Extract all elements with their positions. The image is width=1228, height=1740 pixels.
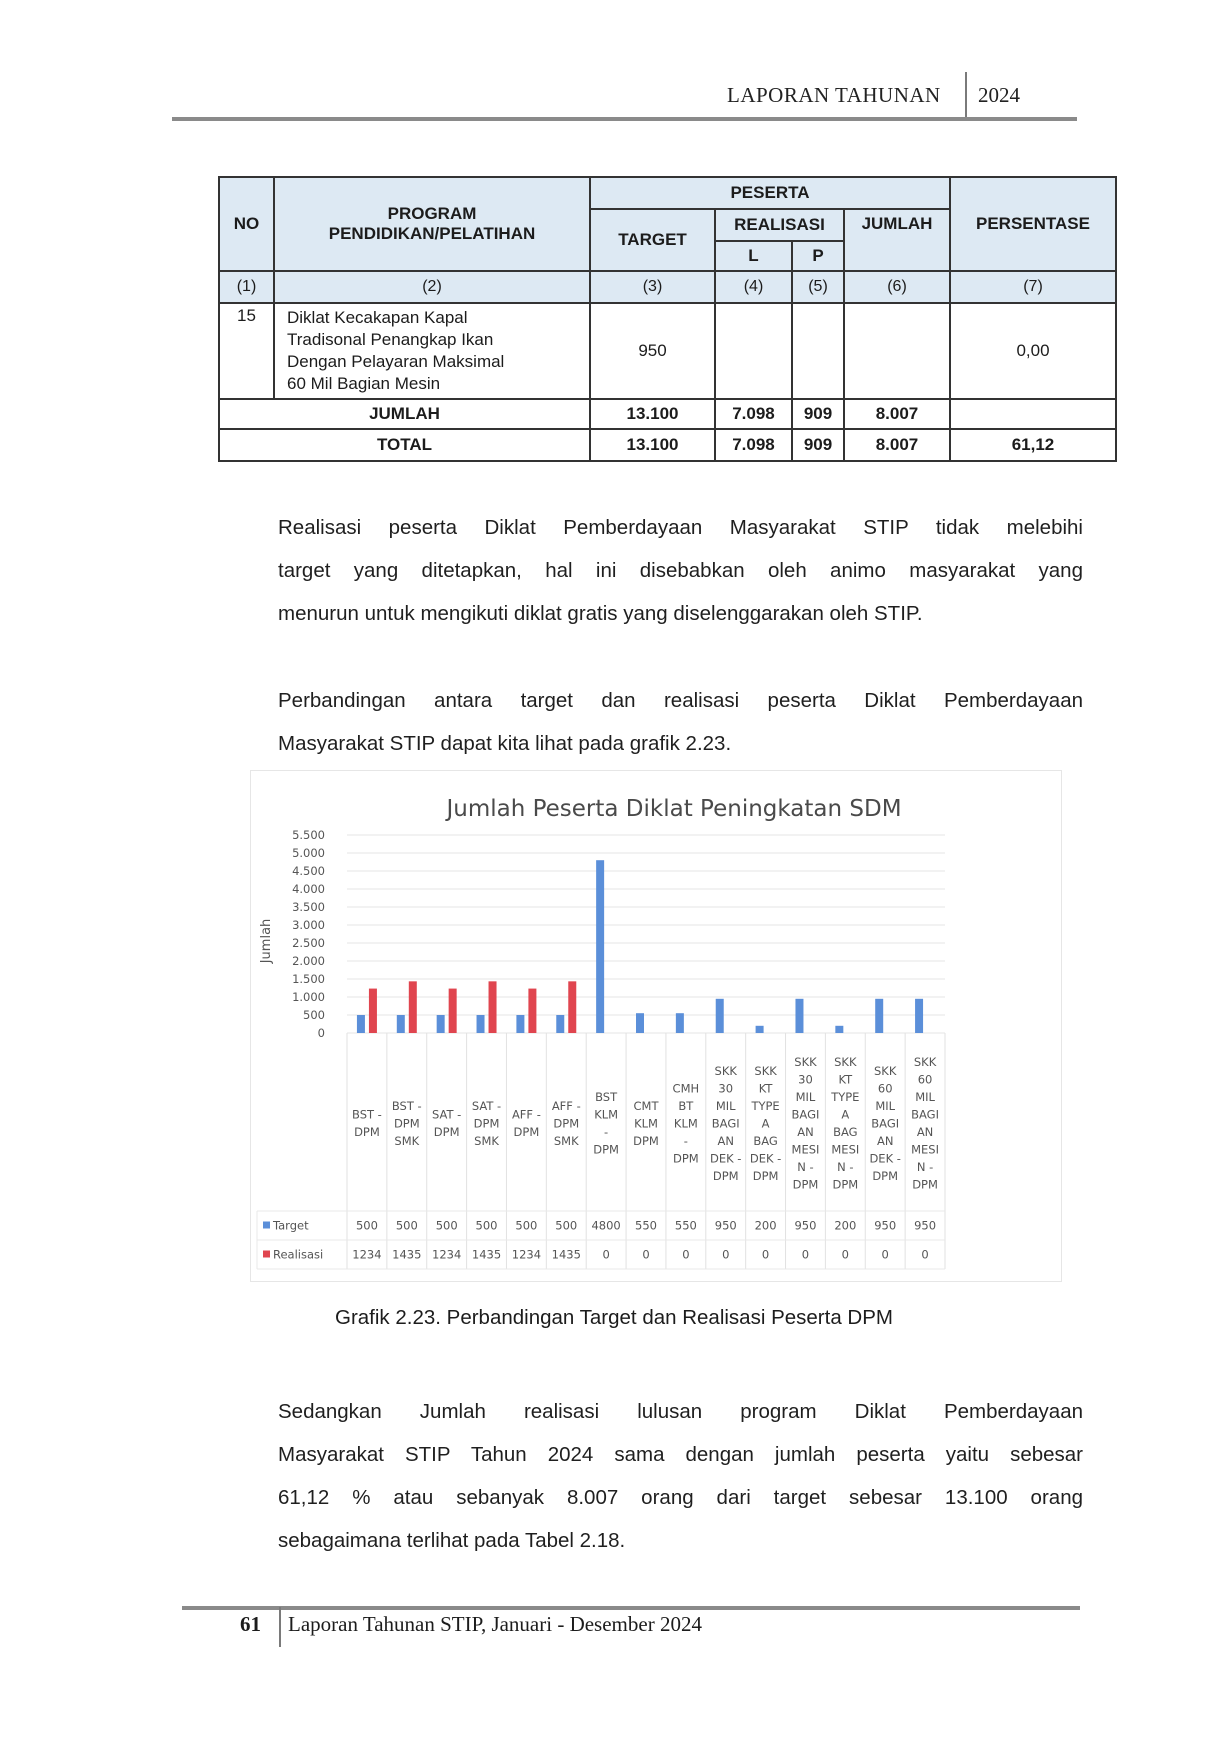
category-label-line: SKK <box>913 1055 937 1069</box>
bar-realisasi <box>449 989 457 1033</box>
y-tick-label: 4.000 <box>292 882 325 896</box>
jumlah-persentase <box>950 399 1116 429</box>
bar-target <box>676 1013 684 1033</box>
category-label <box>673 1081 700 1165</box>
data-value: 500 <box>515 1218 538 1233</box>
cell-p <box>792 303 844 399</box>
category-label-line: AN <box>876 1133 894 1148</box>
data-table <box>257 1033 945 1269</box>
y-tick-label: 5.000 <box>292 846 325 860</box>
data-value: 200 <box>754 1218 777 1233</box>
data-value: 0 <box>682 1247 690 1262</box>
header-p: P <box>792 241 844 271</box>
category-label-line: MIL <box>715 1098 736 1113</box>
category-label-line: N - <box>837 1160 854 1174</box>
category-label-line: DPM <box>513 1125 540 1139</box>
col-num: (3) <box>590 271 715 303</box>
bars <box>357 860 923 1033</box>
category-label <box>911 1055 939 1192</box>
jumlah-p: 909 <box>792 399 844 429</box>
category-label-line: DPM <box>912 1177 938 1192</box>
header-realisasi: REALISASI <box>715 209 844 241</box>
bar-target <box>756 1026 764 1033</box>
category-label-line: DPM <box>832 1177 859 1192</box>
category-label-line: MIL <box>795 1090 816 1104</box>
category-label-line: DPM <box>433 1125 460 1139</box>
header-l: L <box>715 241 792 271</box>
bar-target <box>397 1015 405 1033</box>
paragraph-line: Masyarakat STIP dapat kita lihat pada grafik 2.23. <box>278 732 732 755</box>
data-value: 0 <box>761 1247 770 1262</box>
category-label-line: MIL <box>915 1090 935 1104</box>
category-label <box>392 1099 422 1148</box>
bar-realisasi <box>528 989 536 1033</box>
category-label-line: SKK <box>714 1063 737 1078</box>
category-label-line: KLM <box>634 1116 658 1131</box>
total-target: 13.100 <box>590 429 715 461</box>
participants-table <box>218 176 1117 462</box>
category-label-line: A <box>841 1107 850 1122</box>
y-tick-label: 2.500 <box>292 936 325 950</box>
category-label-line: CMT <box>633 1098 659 1113</box>
category-label-line: AFF - <box>551 1098 581 1113</box>
category-label-line: KT <box>838 1072 853 1087</box>
category-label-line: DEK - <box>749 1151 782 1166</box>
paragraph-line: Realisasi peserta Diklat Pemberdayaan Masyarakat STIP tidak melebihi <box>278 516 1083 539</box>
data-value: 950 <box>874 1218 897 1233</box>
category-label <box>633 1099 659 1148</box>
category-label-line: BAG <box>753 1133 778 1148</box>
cell-persentase: 0,00 <box>950 303 1116 399</box>
header-persentase: PERSENTASE <box>950 177 1116 271</box>
y-tick-label: 1.000 <box>292 990 325 1004</box>
bar-target <box>915 999 923 1033</box>
bar-target <box>636 1013 644 1033</box>
col-num: (4) <box>715 271 792 303</box>
data-value: 500 <box>555 1218 578 1233</box>
category-label-line: 60 <box>917 1072 933 1087</box>
category-label-line: DEK - <box>709 1151 742 1166</box>
chart-title: Jumlah Peserta Diklat Peningkatan SDM <box>446 796 902 822</box>
category-label-line: BAGI <box>711 1116 740 1131</box>
category-label-line: TYPE <box>751 1098 780 1113</box>
jumlah-row <box>219 399 1116 429</box>
jumlah-target: 13.100 <box>590 399 715 429</box>
footer-text: Laporan Tahunan STIP, Januari - Desember 2024 <box>288 1612 702 1636</box>
category-label-line: A <box>761 1116 770 1131</box>
paragraph-line: Masyarakat STIP Tahun 2024 sama dengan jumlah peserta yaitu sebesar <box>278 1443 1083 1466</box>
category-label <box>593 1090 619 1157</box>
category-label-line: KT <box>758 1081 773 1096</box>
cell-target: 950 <box>590 303 715 399</box>
category-label-line: SAT - <box>471 1098 502 1113</box>
header-program <box>274 177 590 271</box>
data-value: 0 <box>801 1247 810 1262</box>
bar-realisasi <box>568 981 576 1033</box>
category-label-line: MESI <box>911 1142 940 1157</box>
data-value: 500 <box>355 1218 378 1233</box>
category-label-line: MESI <box>831 1142 860 1157</box>
category-label-line: SKK <box>874 1063 897 1078</box>
chart <box>250 770 1062 1282</box>
category-label-line: BST - <box>352 1107 382 1122</box>
bar-target <box>835 1026 843 1033</box>
category-label-line: DPM <box>673 1151 699 1166</box>
category-label <box>710 1064 741 1183</box>
category-label-line: SKK <box>834 1055 857 1069</box>
bar-target <box>556 1015 564 1033</box>
bar-target <box>357 1015 365 1033</box>
category-label-line: DPM <box>593 1142 619 1157</box>
category-label-line: 60 <box>877 1081 893 1096</box>
paragraph-line: Perbandingan antara target dan realisasi peserta Diklat Pemberdayaan <box>278 689 1083 712</box>
category-label-line: - <box>683 1133 688 1148</box>
header-year: 2024 <box>978 83 1020 107</box>
category-label-line: BAGI <box>791 1107 820 1122</box>
category-label-line: SKK <box>794 1055 817 1069</box>
jumlah-l: 7.098 <box>715 399 792 429</box>
category-label-line: 30 <box>798 1072 813 1087</box>
data-value: 500 <box>475 1218 498 1233</box>
category-label <box>512 1108 541 1140</box>
table-row <box>219 303 1116 399</box>
category-label-line: BST <box>595 1090 618 1104</box>
category-label <box>792 1055 820 1192</box>
program-line: Diklat Kecakapan Kapal <box>287 308 468 327</box>
category-label-line: AN <box>797 1125 814 1139</box>
category-label-line: SMK <box>553 1133 579 1148</box>
col-num: (7) <box>950 271 1116 303</box>
category-label-line: BAGI <box>911 1107 939 1122</box>
footer-rule <box>182 1606 1080 1610</box>
data-value: 950 <box>914 1218 937 1233</box>
program-line: Dengan Pelayaran Maksimal <box>287 352 505 371</box>
cell-program <box>274 303 590 399</box>
paragraph-line: target yang ditetapkan, hal ini disebabkan oleh animo masyarakat yang <box>278 559 1083 582</box>
category-label-line: BAGI <box>871 1116 900 1131</box>
data-value: 0 <box>642 1247 650 1262</box>
y-tick-label: 2.000 <box>292 954 325 968</box>
bar-realisasi <box>489 981 497 1033</box>
category-label-line: SKK <box>754 1063 777 1078</box>
data-value: 500 <box>395 1218 418 1233</box>
header-target: TARGET <box>590 209 715 271</box>
category-label-line: - <box>604 1125 609 1139</box>
y-tick-label: 3.000 <box>292 918 325 932</box>
category-label-line: CMH <box>672 1081 700 1096</box>
category-label-line: DPM <box>792 1177 819 1192</box>
y-tick-label: 1.500 <box>292 972 325 986</box>
bar-realisasi <box>409 981 417 1033</box>
data-value: 0 <box>841 1247 849 1262</box>
paragraph-2 <box>278 679 1083 765</box>
data-value: 0 <box>881 1247 889 1262</box>
data-value: 0 <box>602 1247 610 1262</box>
category-label-line: KLM <box>673 1116 698 1131</box>
footer-separator <box>279 1607 281 1647</box>
category-label-line: AN <box>717 1133 734 1148</box>
category-label-line: AFF - <box>511 1107 541 1122</box>
page-number: 61 <box>240 1612 261 1636</box>
data-value: 500 <box>435 1218 458 1233</box>
category-label <box>472 1099 501 1148</box>
data-value: 550 <box>635 1218 657 1233</box>
bar-realisasi <box>369 989 377 1033</box>
data-value: 950 <box>794 1218 817 1233</box>
program-line: Tradisonal Penangkap Ikan <box>287 330 494 349</box>
gridlines <box>347 835 945 1033</box>
paragraph-line: menurun untuk mengikuti diklat gratis yang diselenggarakan oleh STIP. <box>278 602 923 625</box>
chart-svg <box>251 771 1061 1281</box>
category-label-line: MIL <box>875 1098 896 1113</box>
category-label <box>352 1108 382 1140</box>
category-label-line: TYPE <box>831 1090 860 1104</box>
bar-target <box>716 999 724 1033</box>
header-rule <box>172 117 1077 121</box>
bar-target <box>596 860 604 1033</box>
paragraph-line: Sedangkan Jumlah realisasi lulusan program Diklat Pemberdayaan <box>278 1400 1083 1423</box>
header-no: NO <box>219 177 274 271</box>
category-label-line: DEK - <box>869 1151 901 1166</box>
category-label-line: BAG <box>833 1125 858 1139</box>
total-row <box>219 429 1116 461</box>
header-separator <box>965 72 967 120</box>
legend-key-realisasi <box>263 1251 270 1258</box>
data-value: 950 <box>714 1218 737 1233</box>
paragraph-1 <box>278 506 1083 635</box>
category-label-line: SAT - <box>432 1107 462 1122</box>
jumlah-jumlah: 8.007 <box>844 399 950 429</box>
col-num: (1) <box>219 271 274 303</box>
category-label-line: DPM <box>354 1125 380 1139</box>
data-value: 4800 <box>591 1218 621 1233</box>
paragraph-line: sebagaimana terlihat pada Tabel 2.18. <box>278 1529 626 1552</box>
category-label-line: N - <box>797 1160 814 1174</box>
y-axis-ticks <box>292 828 325 1040</box>
total-p: 909 <box>792 429 844 461</box>
category-label-line: DPM <box>712 1168 739 1183</box>
page-header <box>0 0 1228 130</box>
y-tick-label: 0 <box>317 1026 325 1040</box>
chart-caption: Grafik 2.23. Perbandingan Target dan Realisasi Peserta DPM <box>335 1306 893 1329</box>
cell-no: 15 <box>219 303 274 399</box>
cell-jumlah <box>844 303 950 399</box>
bar-target <box>875 999 883 1033</box>
col-num: (5) <box>792 271 844 303</box>
category-label-line: SMK <box>394 1133 420 1148</box>
category-label-line: DPM <box>872 1168 899 1183</box>
category-label <box>750 1064 781 1183</box>
bar-target <box>477 1015 485 1033</box>
y-tick-label: 500 <box>303 1008 325 1022</box>
y-tick-label: 4.500 <box>292 864 325 878</box>
category-label-line: MESI <box>791 1142 820 1157</box>
category-label-line: DPM <box>633 1133 659 1148</box>
category-label-line: DPM <box>393 1116 420 1131</box>
category-label <box>432 1108 461 1140</box>
y-tick-label: 5.500 <box>292 828 325 842</box>
legend-label-target: Target <box>273 1218 309 1233</box>
bar-target <box>516 1015 524 1033</box>
category-label-line: DPM <box>473 1116 500 1131</box>
header-program-line2: PENDIDIKAN/PELATIHAN <box>328 224 536 243</box>
category-label-line: KLM <box>594 1107 619 1122</box>
paragraph-line: 61,12 % atau sebanyak 8.007 orang dari target sebesar 13.100 orang <box>278 1486 1083 1509</box>
column-number-row <box>219 271 1116 303</box>
category-label-line: DPM <box>553 1116 580 1131</box>
legend-label-realisasi: Realisasi <box>273 1247 324 1262</box>
jumlah-label: JUMLAH <box>219 399 590 429</box>
y-axis-label: Jumlah <box>259 918 274 964</box>
data-value: 1234 <box>432 1247 462 1262</box>
data-value: 1234 <box>511 1247 542 1262</box>
data-value: 1435 <box>392 1247 422 1262</box>
category-label <box>552 1099 581 1148</box>
col-num: (2) <box>274 271 590 303</box>
data-value: 1435 <box>551 1247 581 1262</box>
program-line: 60 Mil Bagian Mesin <box>287 374 441 393</box>
data-value: 1234 <box>352 1247 382 1262</box>
header-peserta: PESERTA <box>590 177 950 209</box>
total-persentase: 61,12 <box>950 429 1116 461</box>
col-num: (6) <box>844 271 950 303</box>
data-value: 200 <box>834 1218 857 1233</box>
header-title: LAPORAN TAHUNAN <box>727 83 941 107</box>
category-label-line: N - <box>916 1160 934 1174</box>
category-label-line: BT <box>678 1098 694 1113</box>
data-value: 0 <box>921 1247 929 1262</box>
total-jumlah: 8.007 <box>844 429 950 461</box>
header-program-line1: PROGRAM <box>387 204 477 223</box>
data-value: 550 <box>674 1218 697 1233</box>
bar-target <box>437 1015 445 1033</box>
category-label <box>869 1064 900 1183</box>
paragraph-3 <box>278 1390 1083 1562</box>
bar-target <box>795 999 803 1033</box>
data-value: 1435 <box>471 1247 502 1262</box>
header-jumlah: JUMLAH <box>844 209 950 271</box>
y-tick-label: 3.500 <box>292 900 325 914</box>
cell-l <box>715 303 792 399</box>
category-label-line: AN <box>916 1125 934 1139</box>
category-label-line: DPM <box>752 1168 779 1183</box>
category-label-line: 30 <box>718 1081 734 1096</box>
category-label-line: SMK <box>474 1133 499 1148</box>
total-label: TOTAL <box>219 429 590 461</box>
legend-key-target <box>263 1222 270 1229</box>
data-value: 0 <box>722 1247 730 1262</box>
category-label-line: BST - <box>391 1098 422 1113</box>
category-label <box>830 1055 859 1192</box>
total-l: 7.098 <box>715 429 792 461</box>
